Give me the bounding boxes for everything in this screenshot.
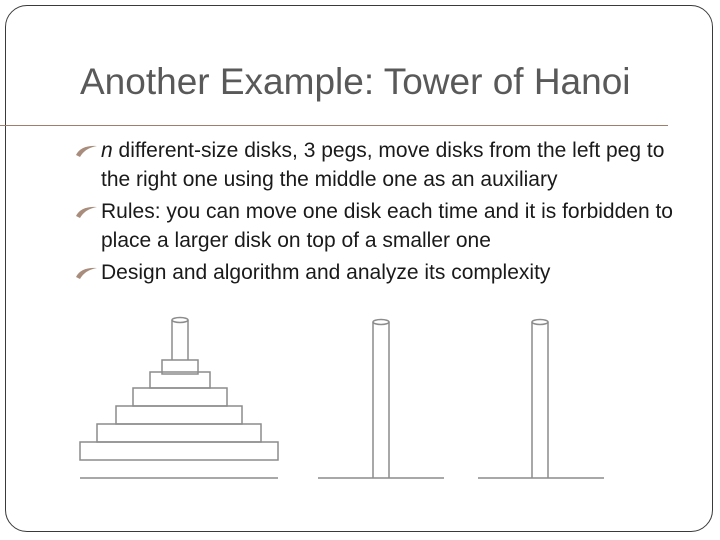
disk-6 <box>80 442 278 460</box>
bullet-item <box>75 197 695 255</box>
bullet-italic-lead: n <box>101 139 113 162</box>
disk-4 <box>116 406 242 424</box>
disk-3 <box>133 388 227 406</box>
bullet-text: Rules: you can move one disk each time and it is forbidden to place a larger disk on top of a smaller one <box>101 200 673 252</box>
disk-5 <box>97 424 261 442</box>
bullet-list <box>75 136 695 290</box>
slide-title: Another Example: Tower of Hanoi <box>80 61 631 102</box>
disk-stack <box>80 360 278 460</box>
bullet-item <box>75 258 695 287</box>
bullet-text: Design and algorithm and analyze its complexity <box>101 261 551 284</box>
peg-right <box>532 320 548 479</box>
bullet-swoosh-icon <box>75 265 99 281</box>
bullet-swoosh-icon <box>75 204 99 220</box>
peg-left <box>172 318 188 361</box>
bullet-text: different-size disks, 3 pegs, move disks from the left peg to the right one using the middle one as an auxiliary <box>101 139 665 191</box>
bullet-swoosh-icon <box>75 143 99 159</box>
peg-middle <box>373 320 389 479</box>
bullet-item <box>75 136 695 194</box>
